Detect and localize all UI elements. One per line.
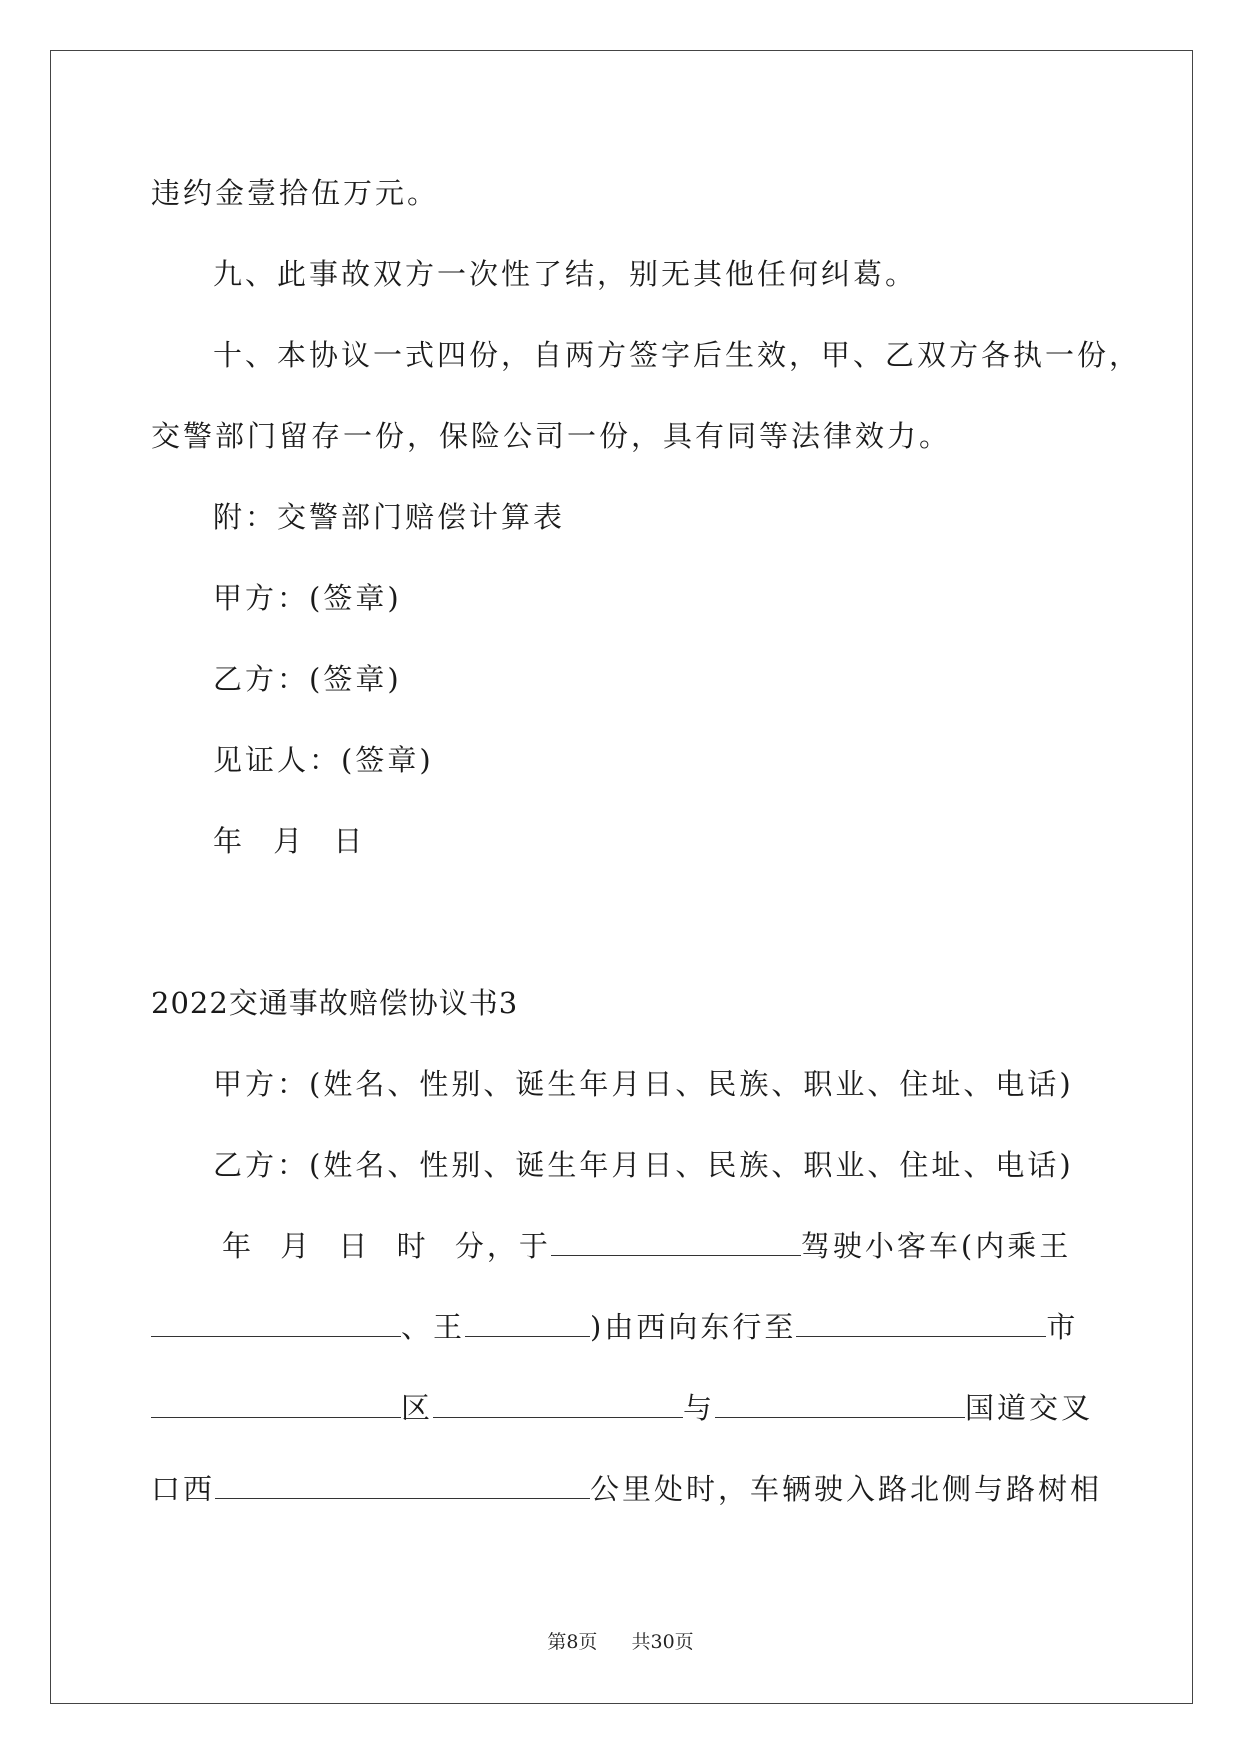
body-line-3-text-b: 与	[683, 1391, 716, 1425]
body-line-2-text-b: )由西向东行至	[590, 1310, 797, 1344]
blank-kilometers	[215, 1470, 590, 1499]
page-footer	[0, 1630, 1241, 1654]
party-b-info: 乙方：(姓名、性别、诞生年月日、民族、职业、住址、电话)	[213, 1148, 1074, 1182]
body-line-3	[151, 1388, 1093, 1428]
blank-passenger-2	[465, 1308, 590, 1337]
section-title: 2022交通事故赔偿协议书3	[151, 986, 519, 1020]
blank-city	[151, 1389, 401, 1418]
party-a-info: 甲方：(姓名、性别、诞生年月日、民族、职业、住址、电话)	[213, 1067, 1074, 1101]
page-border	[50, 50, 1193, 1704]
signature-party-a: 甲方：(签章)	[213, 581, 402, 615]
body-line-3-text-a: 区	[401, 1391, 434, 1425]
body-line-2-text-a: 、王	[401, 1310, 466, 1344]
blank-district	[433, 1389, 683, 1418]
body-line-1	[222, 1226, 1071, 1266]
body-line-1-text-a: 年 月 日 时 分，于	[222, 1229, 551, 1263]
body-line-2-text-c: 市	[1046, 1310, 1079, 1344]
body-line-3-text-c: 国道交叉	[965, 1391, 1094, 1425]
paragraph-clause-10-line2: 交警部门留存一份，保险公司一份，具有同等法律效力。	[151, 419, 952, 453]
signature-party-b: 乙方：(签章)	[213, 662, 402, 696]
body-line-1-text-b: 驾驶小客车(内乘王	[800, 1229, 1072, 1263]
paragraph-penalty: 违约金壹拾伍万元。	[151, 176, 440, 210]
paragraph-clause-9: 九、此事故双方一次性了结，别无其他任何纠葛。	[213, 257, 918, 291]
blank-road	[715, 1389, 965, 1418]
signature-witness: 见证人：(签章)	[213, 743, 434, 777]
body-line-4-text-b: 公里处时，车辆驶入路北侧与路树相	[590, 1472, 1103, 1506]
paragraph-clause-10-line1: 十、本协议一式四份，自两方签字后生效，甲、乙双方各执一份，	[213, 338, 1142, 372]
page-total: 共30页	[631, 1631, 694, 1653]
blank-location	[551, 1227, 801, 1256]
signature-date: 年 月 日	[213, 824, 366, 858]
body-line-2	[151, 1307, 1078, 1347]
body-line-4-text-a: 口西	[151, 1472, 216, 1506]
page-number: 第8页	[547, 1631, 598, 1653]
blank-passenger-1	[151, 1308, 401, 1337]
blank-destination	[796, 1308, 1046, 1337]
body-line-4	[151, 1469, 1102, 1509]
paragraph-attachment: 附：交警部门赔偿计算表	[213, 500, 566, 534]
